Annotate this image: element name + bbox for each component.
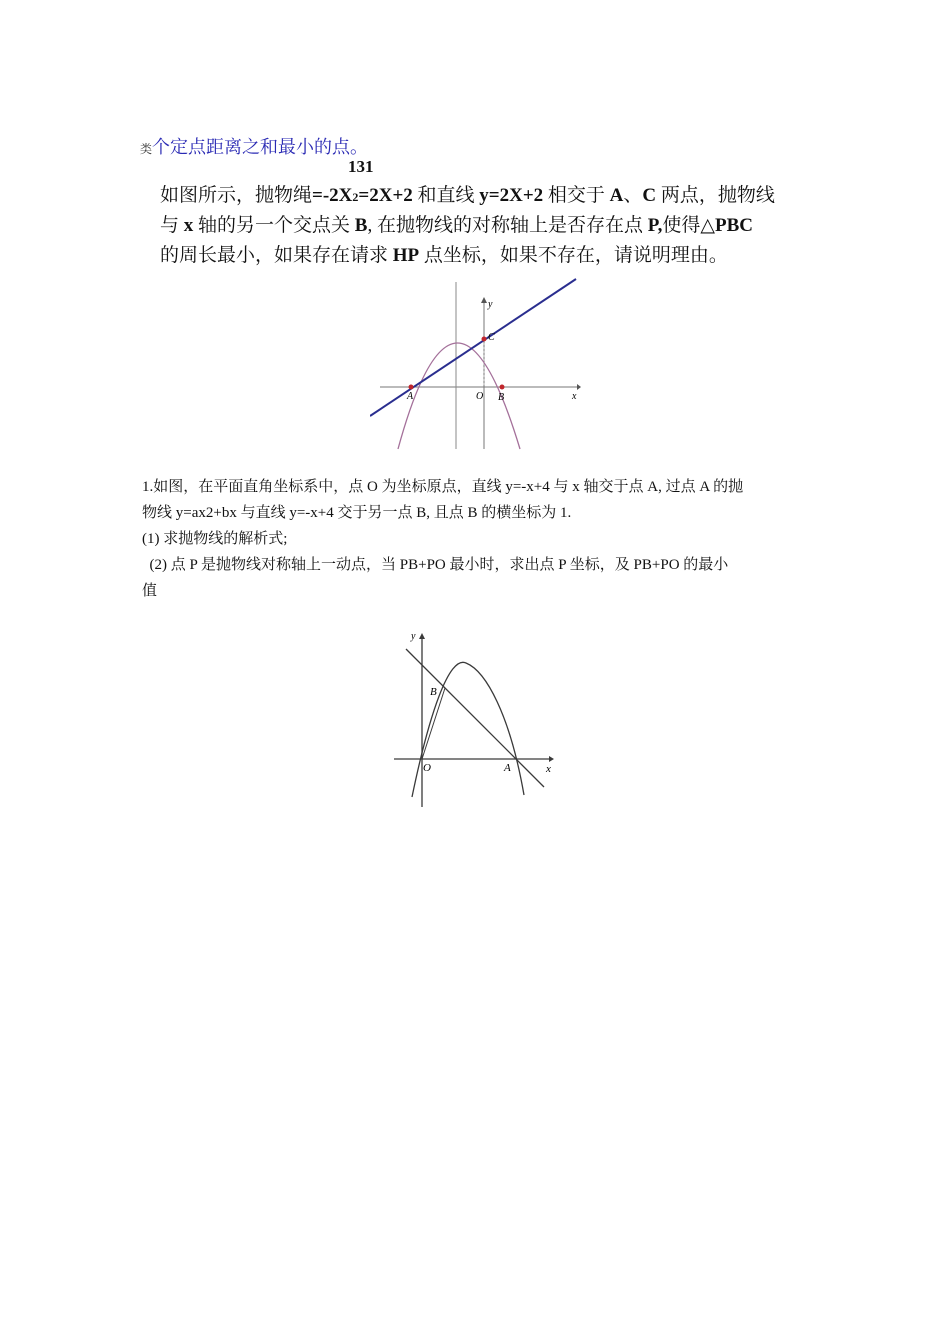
label-x: x <box>572 391 577 402</box>
point-b <box>500 385 505 390</box>
bold-segment: y=2X+2 <box>479 185 544 206</box>
segment-ob <box>422 688 445 759</box>
label-o: O <box>476 391 484 402</box>
text-segment: 相交于 <box>547 185 605 206</box>
label-b: B <box>498 392 505 403</box>
heading-prefix: 类 <box>140 142 153 156</box>
label-b: B <box>430 686 437 698</box>
bold-segment: P, <box>647 215 663 236</box>
text-segment: 点坐标，如果不存在，请说明理由。 <box>423 245 728 266</box>
text-segment: 两点，抛物线 <box>660 185 775 206</box>
point-a <box>409 385 414 390</box>
bold-segment: PBC <box>714 215 753 236</box>
problem1-line2 <box>160 209 753 243</box>
problem2-line4: (2) 点 P 是抛物线对称轴上一动点，当 PB+PO 最小时，求出点 P 坐标，及 PB+PO 的最小 <box>142 557 729 573</box>
text-segment: 如图所示，抛物绳 <box>160 185 313 206</box>
bold-segment: =-2X <box>312 185 353 206</box>
problem2-line1: 1.如图，在平面直角坐标系中，点 O 为坐标原点，直线 y=-x+4 与 x 轴交于点 A, 过点 A 的抛 <box>142 479 744 495</box>
label-c: C <box>488 332 495 343</box>
text-segment: 使得△ <box>662 215 715 236</box>
subscript: 2 <box>352 190 359 204</box>
bold-segment: A <box>609 185 624 206</box>
problem2-line5: 值 <box>142 583 158 599</box>
text-segment: 、 <box>623 185 643 206</box>
label-o: O <box>423 762 431 774</box>
heading-line <box>140 133 368 159</box>
y-axis-arrow <box>419 633 425 639</box>
text-segment: 的周长最小，如果存在请求 <box>160 245 389 266</box>
point-c <box>482 337 487 342</box>
figure-parabola-line-2 <box>394 625 558 813</box>
problem2-line3: (1) 求抛物线的解析式; <box>142 531 288 547</box>
label-a: A <box>407 391 414 402</box>
text-segment: , 在抛物线的对称轴上是否存在点 <box>367 215 643 236</box>
text-segment: 与 <box>160 215 180 236</box>
text-segment: 轴的另一个交点关 <box>198 215 351 236</box>
parabola-curve <box>412 662 524 797</box>
text-segment: 和直线 <box>417 185 475 206</box>
straight-line <box>370 279 576 416</box>
problem2-line2: 物线 y=ax2+bx 与直线 y=-x+4 交于另一点 B, 且点 B 的横坐标为 1. <box>142 505 572 521</box>
figure-parabola-line <box>370 277 582 453</box>
page-number: 131 <box>348 157 374 176</box>
bold-segment: B <box>354 215 368 236</box>
bold-segment: =2X+2 <box>358 185 413 206</box>
bold-segment: C <box>642 185 657 206</box>
heading-text: 个定点距离之和最小的点。 <box>152 137 369 157</box>
bold-segment: HP <box>392 245 420 266</box>
bold-segment: x <box>183 215 194 236</box>
label-x: x <box>546 763 551 775</box>
label-y: y <box>411 631 416 642</box>
x-axis-arrow <box>549 756 554 762</box>
x-axis-arrow <box>577 384 581 390</box>
label-a: A <box>504 762 511 774</box>
y-axis-arrow <box>481 297 487 303</box>
problem1-line3 <box>160 239 728 273</box>
label-y: y <box>488 299 493 310</box>
